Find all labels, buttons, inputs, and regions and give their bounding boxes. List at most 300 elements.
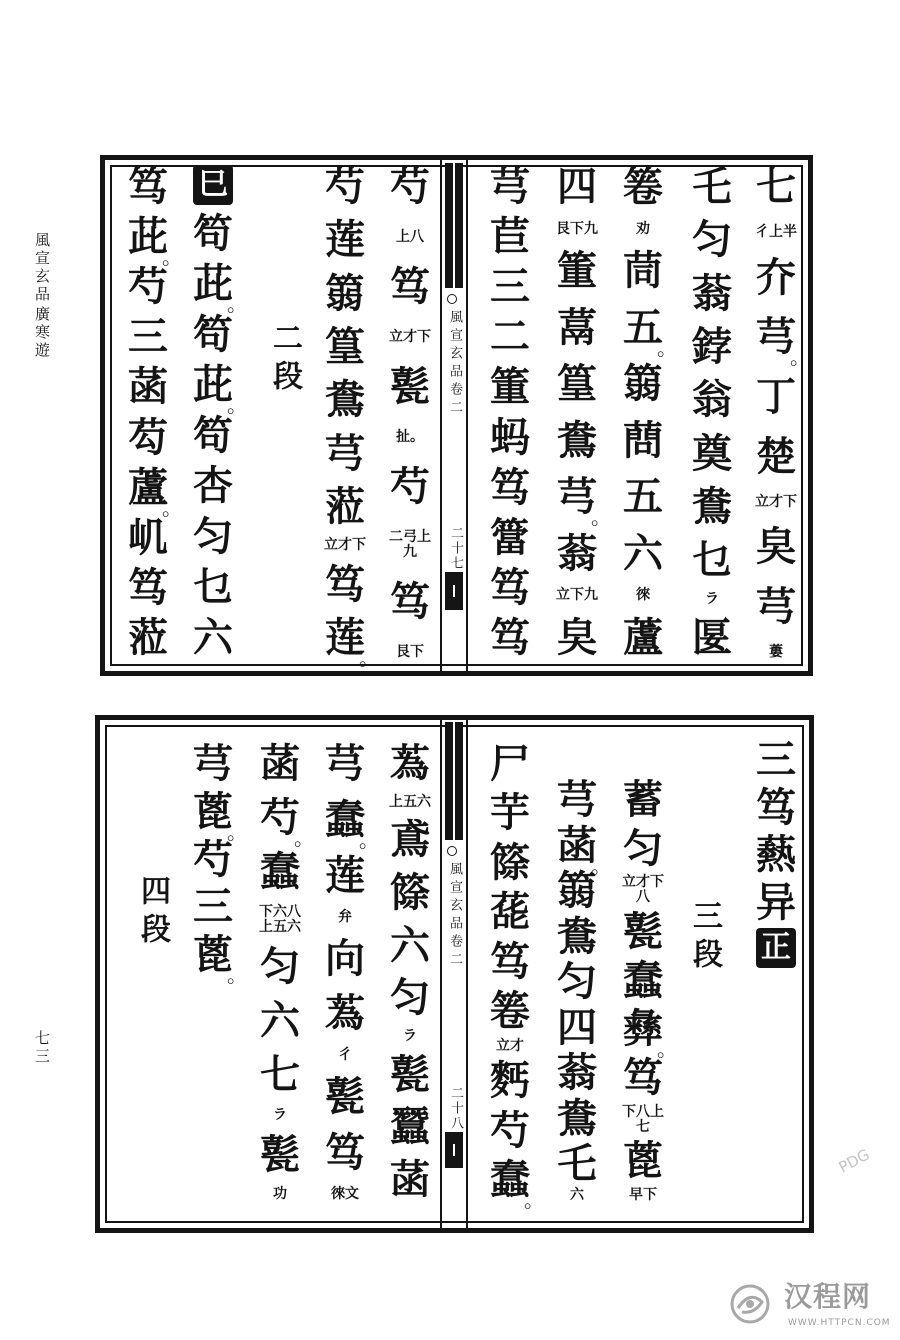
glyph-text: 匀 <box>260 942 300 990</box>
tablature-glyph <box>549 613 605 661</box>
tablature-glyph <box>482 563 538 611</box>
tablature-glyph <box>120 613 176 661</box>
tablature-glyph <box>252 1053 308 1097</box>
glyph-text: 异 <box>756 878 796 926</box>
tablature-glyph <box>185 565 241 609</box>
phrase-end-mark: 。 <box>524 1187 544 1212</box>
glyph-text: 芍 <box>390 463 430 511</box>
fingering-annotation: 六 <box>570 1186 584 1203</box>
glyph-text: 篛 <box>623 360 663 408</box>
tablature-glyph <box>382 818 438 862</box>
glyph-text: 尸 <box>490 740 530 787</box>
tablature-glyph <box>317 165 373 209</box>
score-column <box>379 742 441 1202</box>
tablature-glyph <box>120 413 176 461</box>
score-column <box>117 163 182 661</box>
phrase-end-mark: 。 <box>790 345 810 370</box>
glyph-text: 蚂 <box>490 413 530 461</box>
glyph-text: 匀 <box>557 958 597 1006</box>
tablature-glyph <box>317 742 373 786</box>
tablature-glyph <box>748 253 804 301</box>
glyph-text: 五 <box>623 303 663 351</box>
phrase-end-mark: 。 <box>227 292 247 317</box>
running-title <box>32 232 53 304</box>
glyph-text: 芍 <box>128 263 168 311</box>
tablature-glyph <box>185 361 247 418</box>
tablature-glyph <box>549 1051 605 1095</box>
glyph-text: 芍 <box>260 794 300 842</box>
tablature-glyph <box>317 1131 373 1175</box>
glyph-text: 匀 <box>623 824 663 872</box>
tablature-glyph <box>382 1155 438 1203</box>
watermark-logo-icon <box>728 1282 772 1326</box>
glyph-text: 蠢 <box>325 795 365 843</box>
tablature-glyph <box>615 249 671 293</box>
tablature-glyph <box>482 413 538 461</box>
glyph-text: 芎 <box>557 473 597 521</box>
score-column <box>314 740 379 1202</box>
tablature-glyph <box>382 1050 438 1098</box>
tablature-glyph <box>185 464 241 508</box>
tablature-glyph <box>482 165 538 209</box>
phrase-end-mark: 。 <box>359 827 379 852</box>
tablature-glyph <box>120 315 176 359</box>
fingering-annotation: 上八 <box>396 228 424 245</box>
glyph-text: 莲 <box>325 216 365 264</box>
glyph-text: 簹 <box>490 513 530 561</box>
lower-fold-circle <box>447 846 457 856</box>
phrase-end-mark: 。 <box>162 245 182 270</box>
tablature-glyph <box>482 365 538 409</box>
upper-fold-line-right <box>466 160 468 671</box>
score-column <box>612 163 677 661</box>
fingering-annotation: 二弓上九 <box>389 528 431 560</box>
glyph-text: 㚖 <box>756 523 796 571</box>
fingering-annotation: 艮下 <box>396 643 424 660</box>
glyph-text: 芍 <box>490 1106 530 1154</box>
tablature-glyph <box>615 416 671 464</box>
tablature-glyph <box>549 249 605 293</box>
tablature-glyph <box>382 165 438 209</box>
page-number: 七三 <box>33 1030 51 1066</box>
fingering-annotation: 立才下 <box>389 328 431 345</box>
phrase-end-mark: 。 <box>227 393 247 418</box>
tablature-glyph <box>549 303 605 351</box>
glyph-text: 向 <box>325 934 365 982</box>
score-column <box>182 165 247 661</box>
glyph-text: 篨 <box>490 838 530 886</box>
section-label: 四段 <box>135 875 170 951</box>
pdg-stamp: PDG <box>835 1145 873 1177</box>
glyph-text: 芎 <box>490 163 530 210</box>
tablature-glyph <box>748 585 804 629</box>
tablature-glyph <box>615 907 671 955</box>
glyph-text: 正 <box>761 930 791 965</box>
glyph-text: 箽 <box>557 247 597 295</box>
glyph-text: 芋 <box>490 789 530 837</box>
lower-fold-thread <box>453 722 455 840</box>
glyph-text: 蠶 <box>390 1103 430 1151</box>
glyph-text: 箞 <box>623 163 663 210</box>
phrase-end-mark: 。 <box>359 645 379 670</box>
glyph-text: 鋍 <box>692 322 732 370</box>
tablature-glyph <box>748 375 804 419</box>
glyph-text: 芎 <box>756 583 796 631</box>
tablature-glyph <box>615 529 671 577</box>
score-column <box>546 776 611 1203</box>
tablature-glyph <box>317 934 373 982</box>
tablature-glyph <box>120 165 176 209</box>
glyph-text: 莲 <box>325 851 365 899</box>
glyph-text: 匽 <box>692 613 732 661</box>
glyph-text: 三 <box>193 883 233 931</box>
tablature-glyph <box>317 560 373 608</box>
glyph-text: 笃 <box>490 937 530 985</box>
glyph-text: 甏 <box>390 1050 430 1098</box>
glyph-text: 四 <box>557 163 597 210</box>
running-piece-title <box>32 306 53 360</box>
tablature-glyph <box>549 1142 605 1186</box>
tablature-glyph <box>549 778 605 822</box>
tablature-glyph <box>317 851 373 899</box>
tablature-glyph <box>482 937 538 985</box>
tablature-glyph <box>185 742 241 786</box>
tablature-glyph <box>748 878 804 926</box>
fingering-annotation: 艮下九 <box>556 220 598 237</box>
glyph-text: 笃 <box>390 578 430 626</box>
glyph-text: 菡 <box>390 1155 430 1203</box>
glyph-text: 乇 <box>692 163 732 210</box>
score-column <box>745 738 807 968</box>
glyph-text: 篛 <box>557 867 597 915</box>
score-column <box>479 740 544 1212</box>
glyph-text: 鴦 <box>692 482 732 530</box>
tablature-glyph <box>252 794 314 851</box>
lower-folio-number: 二十八 <box>448 1086 463 1131</box>
tablature-glyph <box>317 322 373 370</box>
glyph-text: 芍 <box>193 835 233 883</box>
glyph-text: 箞 <box>490 987 530 1035</box>
glyph-text: 麫 <box>490 1057 530 1105</box>
glyph-text: 三 <box>128 313 168 361</box>
fingering-annotation: ラ <box>705 590 719 607</box>
tablature-glyph <box>482 265 538 309</box>
glyph-text: 匀 <box>390 974 430 1022</box>
tablature-glyph <box>748 833 804 877</box>
glyph-text: 芎 <box>193 740 233 787</box>
glyph-text: 蓖 <box>193 931 233 978</box>
glyph-text: 篁 <box>557 360 597 408</box>
glyph-text: 鳶 <box>390 816 430 864</box>
glyph-text: 乇 <box>557 1140 597 1188</box>
tablature-glyph <box>482 513 538 561</box>
tablature-glyph <box>684 218 740 262</box>
fingering-annotation: 扯。 <box>396 428 424 445</box>
tablature-glyph <box>382 868 438 916</box>
upper-folio-title: 風宣玄品卷二 <box>447 310 462 418</box>
tablature-glyph <box>482 890 538 934</box>
glyph-text: 笃 <box>490 613 530 661</box>
tablature-glyph <box>615 956 671 1004</box>
glyph-text: 乜 <box>193 563 233 611</box>
tablature-glyph <box>748 165 804 209</box>
tablature-glyph <box>317 429 373 477</box>
tablature-glyph <box>120 365 176 409</box>
tablature-glyph <box>382 265 438 309</box>
glyph-text: 甏 <box>325 1073 365 1121</box>
phrase-end-mark: 。 <box>657 1037 677 1062</box>
glyph-text: 乜 <box>692 536 732 584</box>
tablature-glyph <box>482 838 538 886</box>
glyph-text: 六 <box>193 613 233 661</box>
glyph-text: 蠢 <box>490 1155 530 1203</box>
score-column <box>379 165 441 660</box>
tablature-glyph <box>615 303 677 360</box>
score-column <box>546 163 611 661</box>
glyph-text: 杏 <box>193 462 233 510</box>
tablature-glyph <box>120 213 182 270</box>
glyph-text: 奠 <box>692 429 732 477</box>
fingering-annotation: 下六八上五六 <box>259 903 301 935</box>
tablature-glyph <box>615 475 671 519</box>
glyph-text: 笃 <box>390 263 430 311</box>
book-title: 風宣玄品 <box>33 232 51 304</box>
tablature-glyph <box>748 738 804 782</box>
tablature-glyph <box>482 1059 538 1103</box>
tablature-glyph <box>684 482 740 530</box>
tablature-glyph <box>252 942 308 990</box>
fingering-annotation: 立才 <box>496 1037 524 1054</box>
tablature-glyph <box>252 850 308 894</box>
tablature-glyph <box>382 1105 438 1149</box>
tablature-glyph <box>185 310 241 358</box>
glyph-text: 笃 <box>623 1053 663 1101</box>
tablature-glyph <box>684 378 740 422</box>
glyph-text: 蒊 <box>490 888 530 936</box>
glyph-text: 莲 <box>325 613 365 661</box>
tablature-glyph <box>482 791 538 835</box>
tablature-glyph <box>317 218 373 262</box>
glyph-text: 蠢 <box>260 848 300 896</box>
score-column <box>314 163 379 670</box>
upper-fold-thread-bottom <box>453 585 455 597</box>
tablature-glyph <box>185 787 247 844</box>
phrase-end-mark: 。 <box>227 819 247 844</box>
tablature-glyph <box>185 613 241 661</box>
tablature-glyph <box>615 1005 677 1062</box>
score-column <box>182 740 247 987</box>
fingering-annotation: 彳 <box>338 1047 352 1064</box>
glyph-text: 蓊 <box>557 1049 597 1097</box>
glyph-text: 巳 <box>198 167 228 202</box>
glyph-text: 茈 <box>128 213 168 261</box>
glyph-text: 芍 <box>390 163 430 210</box>
glyph-text: 芎 <box>557 776 597 823</box>
tablature-glyph <box>748 432 804 480</box>
glyph-text: 笱 <box>193 310 233 358</box>
score-column <box>681 165 743 660</box>
glyph-text: 笃 <box>490 463 530 511</box>
tablature-glyph <box>482 1155 544 1212</box>
tablature-glyph <box>482 989 538 1033</box>
watermark-site-name: 汉程网 <box>784 1280 872 1313</box>
glyph-text: 六 <box>623 529 663 577</box>
tablature-glyph <box>684 613 740 661</box>
tablature-glyph <box>120 463 182 520</box>
boxed-mark <box>193 165 233 205</box>
fingering-annotation: 彳上半 <box>755 223 797 240</box>
glyph-text: 芶 <box>128 413 168 461</box>
fingering-annotation: ラ <box>403 1027 417 1044</box>
glyph-text: 芎 <box>325 740 365 787</box>
fingering-annotation: 立才下 <box>324 537 366 554</box>
tablature-glyph <box>615 165 671 209</box>
glyph-text: 蓊 <box>692 269 732 317</box>
glyph-text: 蒞 <box>325 482 365 530</box>
tablature-glyph <box>120 265 176 309</box>
glyph-text: 鴦 <box>557 416 597 464</box>
glyph-text: 蓖 <box>193 787 233 835</box>
tablature-glyph <box>120 513 176 561</box>
glyph-text: 菡 <box>557 821 597 869</box>
tablature-glyph <box>482 742 538 786</box>
phrase-end-mark: 。 <box>591 853 611 878</box>
tablature-glyph <box>482 215 538 259</box>
glyph-text: 茈 <box>193 361 233 409</box>
glyph-text: 蒍 <box>325 990 365 1038</box>
glyph-text: 蒞 <box>128 613 168 661</box>
tablature-glyph <box>615 824 671 872</box>
tablature-glyph <box>684 538 740 582</box>
glyph-text: 笃 <box>325 560 365 608</box>
glyph-text: 甏 <box>260 1130 300 1178</box>
tablature-glyph <box>549 960 605 1004</box>
tablature-glyph <box>185 411 241 459</box>
score-column <box>249 740 314 1202</box>
phrase-end-mark: 。 <box>657 335 677 360</box>
glyph-text: 甏 <box>623 907 663 955</box>
tablature-glyph <box>317 269 373 317</box>
glyph-text: 二 <box>490 313 530 361</box>
glyph-text: 笃 <box>756 783 796 831</box>
tablature-glyph <box>615 1053 671 1101</box>
fingering-annotation: 徠 <box>636 587 650 604</box>
glyph-text: 夰 <box>756 253 796 301</box>
glyph-text: 蓊 <box>557 529 597 577</box>
glyph-text: 匀 <box>193 512 233 560</box>
piece-title: 廣寒遊 <box>33 306 51 360</box>
tablature-glyph <box>684 165 740 209</box>
fingering-annotation: 上五六 <box>389 793 431 810</box>
tablature-glyph <box>482 315 538 359</box>
tablature-glyph <box>748 313 810 370</box>
tablature-glyph <box>549 362 605 406</box>
tablature-glyph <box>185 885 241 929</box>
phrase-end-mark: 。 <box>294 826 314 851</box>
glyph-text: 蓄 <box>623 776 663 823</box>
glyph-text: 茈 <box>193 260 233 308</box>
tablature-glyph <box>185 931 247 987</box>
tablature-glyph <box>549 473 611 530</box>
upper-folio-number: 二十七 <box>448 526 463 571</box>
tablature-glyph <box>185 260 247 317</box>
glyph-text: 五 <box>623 473 663 521</box>
tablature-glyph <box>382 976 438 1020</box>
glyph-text: 三 <box>490 263 530 311</box>
tablature-glyph <box>317 613 379 670</box>
glyph-text: 笃 <box>325 1129 365 1176</box>
tablature-glyph <box>549 165 605 209</box>
glyph-text: 蘆 <box>623 613 663 661</box>
tablature-glyph <box>252 1130 308 1178</box>
fingering-annotation: 早下 <box>629 1186 657 1203</box>
fingering-annotation: ラ <box>273 1106 287 1123</box>
tablature-glyph <box>252 742 308 786</box>
glyph-text: 笃 <box>490 563 530 611</box>
tablature-glyph <box>549 912 605 960</box>
glyph-text: 芍 <box>325 163 365 210</box>
glyph-text: 篁 <box>325 322 365 370</box>
score-column <box>745 163 810 660</box>
glyph-text: 四 <box>557 1003 597 1051</box>
tablature-glyph <box>549 1003 605 1051</box>
tablature-glyph <box>252 999 308 1043</box>
tablature-glyph <box>185 835 241 883</box>
upper-fold-thread <box>453 163 455 288</box>
tablature-glyph <box>120 563 176 611</box>
boxed-mark <box>756 928 796 968</box>
glyph-text: 六 <box>390 921 430 969</box>
tablature-glyph <box>482 1106 538 1154</box>
fingering-annotation: 立才下八 <box>622 874 664 906</box>
tablature-glyph <box>382 465 438 509</box>
tablature-glyph <box>615 362 671 406</box>
tablature-glyph <box>684 322 740 370</box>
fingering-annotation: 立下九 <box>556 587 598 604</box>
glyph-text: 蓖 <box>623 1137 663 1185</box>
glyph-text: 菡 <box>260 740 300 787</box>
section-label: 二段 <box>267 322 302 398</box>
tablature-glyph <box>549 1094 605 1142</box>
glyph-text: 蠢 <box>623 956 663 1004</box>
glyph-text: 笱 <box>193 209 233 257</box>
glyph-text: 㞦 <box>128 513 168 561</box>
fingering-annotation: 徠文 <box>331 1185 359 1202</box>
tablature-glyph <box>382 921 438 969</box>
glyph-text: 甏 <box>390 363 430 411</box>
lower-fold-thread-bottom <box>453 1144 455 1156</box>
tablature-glyph <box>382 580 438 624</box>
tablature-glyph <box>549 529 605 577</box>
score-column <box>479 165 541 660</box>
tablature-glyph <box>748 525 804 569</box>
glyph-text: 鴦 <box>557 912 597 960</box>
glyph-text: 鴦 <box>557 1094 597 1142</box>
phrase-end-mark: 。 <box>162 495 182 520</box>
tablature-glyph <box>185 512 241 560</box>
fingering-annotation: 蔞 <box>769 643 783 660</box>
fingering-annotation: 弁 <box>338 908 352 925</box>
glyph-text: 鴦 <box>325 376 365 424</box>
glyph-text: 蒍 <box>390 740 430 787</box>
tablature-glyph <box>382 365 438 409</box>
tablature-glyph <box>317 795 379 852</box>
tablature-glyph <box>549 869 605 913</box>
tablature-glyph <box>317 992 373 1036</box>
phrase-end-mark: 。 <box>227 963 247 987</box>
glyph-text: 楚 <box>756 432 796 480</box>
lower-folio-title: 風宣玄品卷二 <box>447 862 462 970</box>
